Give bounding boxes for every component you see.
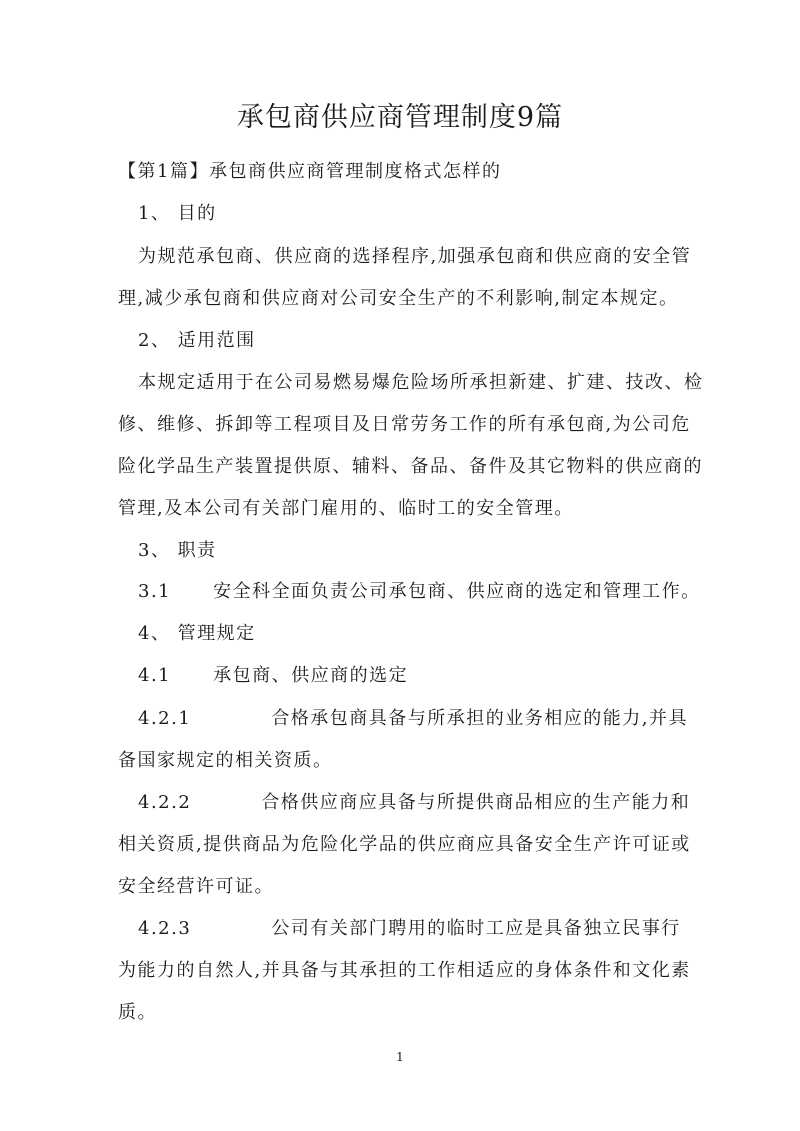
paragraph-line: 管理,及本公司有关部门雇用的、临时工的安全管理。: [118, 498, 574, 519]
clause-text: 安全科全面负责公司承包商、供应商的选定和管理工作。: [213, 581, 701, 602]
clause-text: 合格供应商应具备与所提供商品相应的生产能力和: [261, 792, 691, 813]
section-heading: 4、 管理规定: [138, 623, 256, 644]
clause-text: 合格承包商具备与所承担的业务相应的能力,并具: [271, 708, 689, 729]
paragraph-line: 修、维修、拆卸等工程项目及日常劳务工作的所有承包商,为公司危: [118, 414, 691, 435]
page-number: 1: [396, 1050, 404, 1064]
paragraph-line: 相关资质,提供商品为危险化学品的供应商应具备安全生产许可证或: [118, 834, 691, 855]
numbered-clause: [138, 705, 738, 733]
clause-text: 承包商、供应商的选定: [213, 665, 409, 686]
paragraph-line: 本规定适用于在公司易燃易爆危险场所承担新建、扩建、技改、检: [138, 372, 704, 393]
chapter-heading: 【第1篇】承包商供应商管理制度格式怎样的: [118, 161, 502, 182]
document-title: 承包商供应商管理制度9篇: [236, 102, 564, 133]
clause-number: 4.2.2: [138, 792, 192, 813]
paragraph-line: 备国家规定的相关资质。: [118, 750, 333, 771]
numbered-clause: [138, 789, 738, 817]
numbered-clause: [138, 578, 738, 606]
numbered-clause: [138, 915, 738, 943]
clause-number: 3.1: [138, 581, 172, 602]
numbered-clause: [138, 662, 738, 690]
section-heading: 2、 适用范围: [138, 330, 256, 351]
paragraph-line: 为能力的自然人,并具备与其承担的工作相适应的身体条件和文化素: [118, 960, 691, 981]
paragraph-line: 质。: [118, 1002, 157, 1023]
clause-number: 4.2.1: [138, 708, 192, 729]
section-heading: 3、 职责: [138, 540, 217, 561]
clause-number: 4.1: [138, 665, 172, 686]
paragraph-line: 安全经营许可证。: [118, 876, 274, 897]
paragraph-line: 险化学品生产装置提供原、辅料、备品、备件及其它物料的供应商的: [118, 456, 703, 477]
paragraph-line: 理,减少承包商和供应商对公司安全生产的不利影响,制定本规定。: [118, 288, 679, 309]
section-heading: 1、 目的: [138, 203, 217, 224]
clause-number: 4.2.3: [138, 918, 192, 939]
clause-text: 公司有关部门聘用的临时工应是具备独立民事行: [271, 918, 681, 939]
paragraph-line: 为规范承包商、供应商的选择程序,加强承包商和供应商的安全管: [138, 246, 692, 267]
